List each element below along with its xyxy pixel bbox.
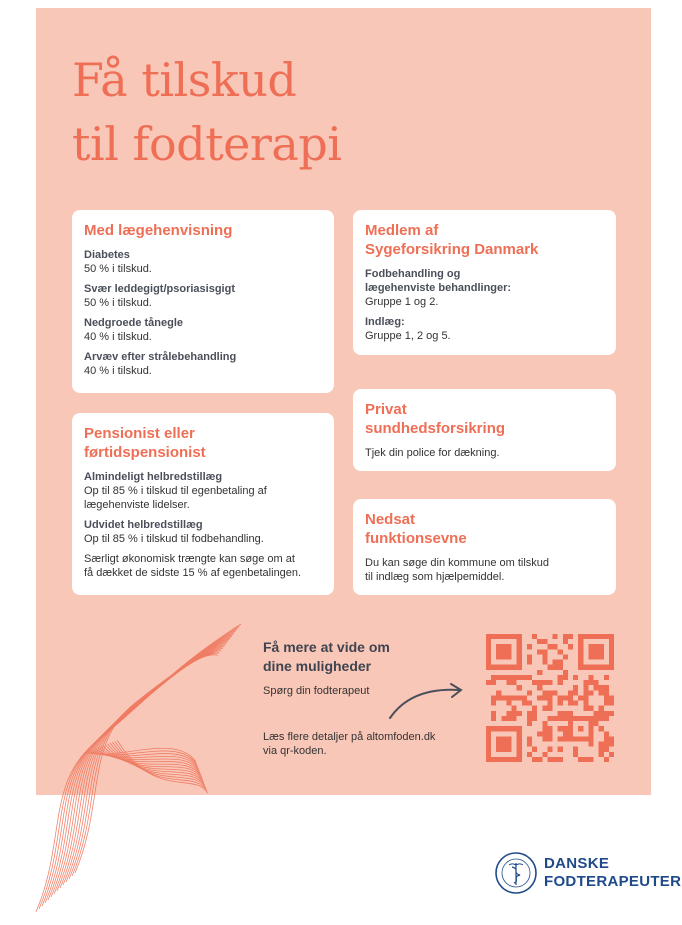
item-label: Arvæv efter strålebehandling <box>84 351 237 363</box>
private-insurance-card <box>353 389 616 471</box>
leaf-illustration <box>26 612 248 924</box>
item-label: Diabetes <box>84 249 130 261</box>
note-line-1: Særligt økonomisk trængte kan søge om at <box>84 553 295 565</box>
doctor-referral-card <box>72 210 334 393</box>
title-line-2: til fodterapi <box>72 117 342 171</box>
item-label: Svær leddegigt/psoriasisgigt <box>84 283 235 295</box>
reduced-text-line-2: til indlæg som hjælpemiddel. <box>365 571 505 583</box>
item-label: lægehenviste behandlinger: <box>365 282 512 294</box>
item-label: Almindeligt helbredstillæg <box>84 471 223 483</box>
qr-code-icon[interactable] <box>486 634 614 762</box>
item-value: 40 % i tilskud. <box>84 331 152 343</box>
pensioner-heading <box>84 424 322 462</box>
item-value: Op til 85 % i tilskud til fodbehandling. <box>84 533 264 545</box>
details-line-1: Læs flere detaljer på altomfoden.dk <box>263 731 436 743</box>
private-insurance-heading <box>365 400 604 438</box>
list-item <box>365 315 604 343</box>
more-info-heading <box>263 638 463 676</box>
more-info-heading-line-2: dine muligheder <box>263 658 372 674</box>
item-value: lægehenviste lidelser. <box>84 499 190 511</box>
arrow-icon <box>385 682 467 722</box>
member-card <box>353 210 616 355</box>
reduced-heading-line-2: funktionsevne <box>365 530 467 547</box>
private-heading-line-1: Privat <box>365 401 407 418</box>
logo-text <box>544 855 681 891</box>
pensioner-note <box>84 552 322 580</box>
item-value: 40 % i tilskud. <box>84 365 152 377</box>
item-value: Gruppe 1 og 2. <box>365 296 439 308</box>
private-heading-line-2: sundhedsforsikring <box>365 420 506 437</box>
pensioner-card <box>72 413 334 595</box>
list-item <box>365 267 604 309</box>
reduced-heading-line-1: Nedsat <box>365 511 416 528</box>
reduced-function-heading <box>365 510 604 548</box>
member-heading <box>365 221 604 259</box>
member-heading-line-2: Sygeforsikring Danmark <box>365 241 539 258</box>
logo-line-2: FODTERAPEUTER <box>544 873 682 890</box>
list-item <box>84 350 322 378</box>
list-item <box>84 282 322 310</box>
list-item <box>84 518 322 546</box>
details-line-2: via qr-koden. <box>263 745 327 757</box>
list-item <box>84 316 322 344</box>
item-value: Op til 85 % i tilskud til egenbetaling af <box>84 485 267 497</box>
reduced-function-card <box>353 499 616 595</box>
private-insurance-text: Tjek din police for dækning. <box>365 447 500 459</box>
list-item <box>84 470 322 512</box>
page-title <box>72 48 341 176</box>
pensioner-heading-line-2: førtidspensionist <box>84 444 206 461</box>
ask-podiatrist-text: Spørg din fodterapeut <box>263 685 370 697</box>
item-label: Fodbehandling og <box>365 268 461 280</box>
seal-icon <box>494 851 538 895</box>
more-details-text <box>263 730 503 758</box>
title-line-1: Få tilskud <box>72 53 297 107</box>
danske-fodterapeuter-logo <box>494 851 681 895</box>
item-value: Gruppe 1, 2 og 5. <box>365 330 451 342</box>
doctor-referral-heading: Med lægehenvisning <box>84 222 233 239</box>
reduced-text-line-1: Du kan søge din kommune om tilskud <box>365 557 550 569</box>
item-value: 50 % i tilskud. <box>84 263 152 275</box>
item-label: Indlæg: <box>365 316 405 328</box>
item-label: Nedgroede tånegle <box>84 317 184 329</box>
more-info-heading-line-1: Få mere at vide om <box>263 639 390 655</box>
item-label: Udvidet helbredstillæg <box>84 519 203 531</box>
note-line-2: få dækket de sidste 15 % af egenbetalingen. <box>84 567 302 579</box>
logo-line-1: DANSKE <box>544 855 610 872</box>
member-heading-line-1: Medlem af <box>365 222 439 239</box>
item-value: 50 % i tilskud. <box>84 297 152 309</box>
list-item <box>84 248 322 276</box>
pensioner-heading-line-1: Pensionist eller <box>84 425 195 442</box>
